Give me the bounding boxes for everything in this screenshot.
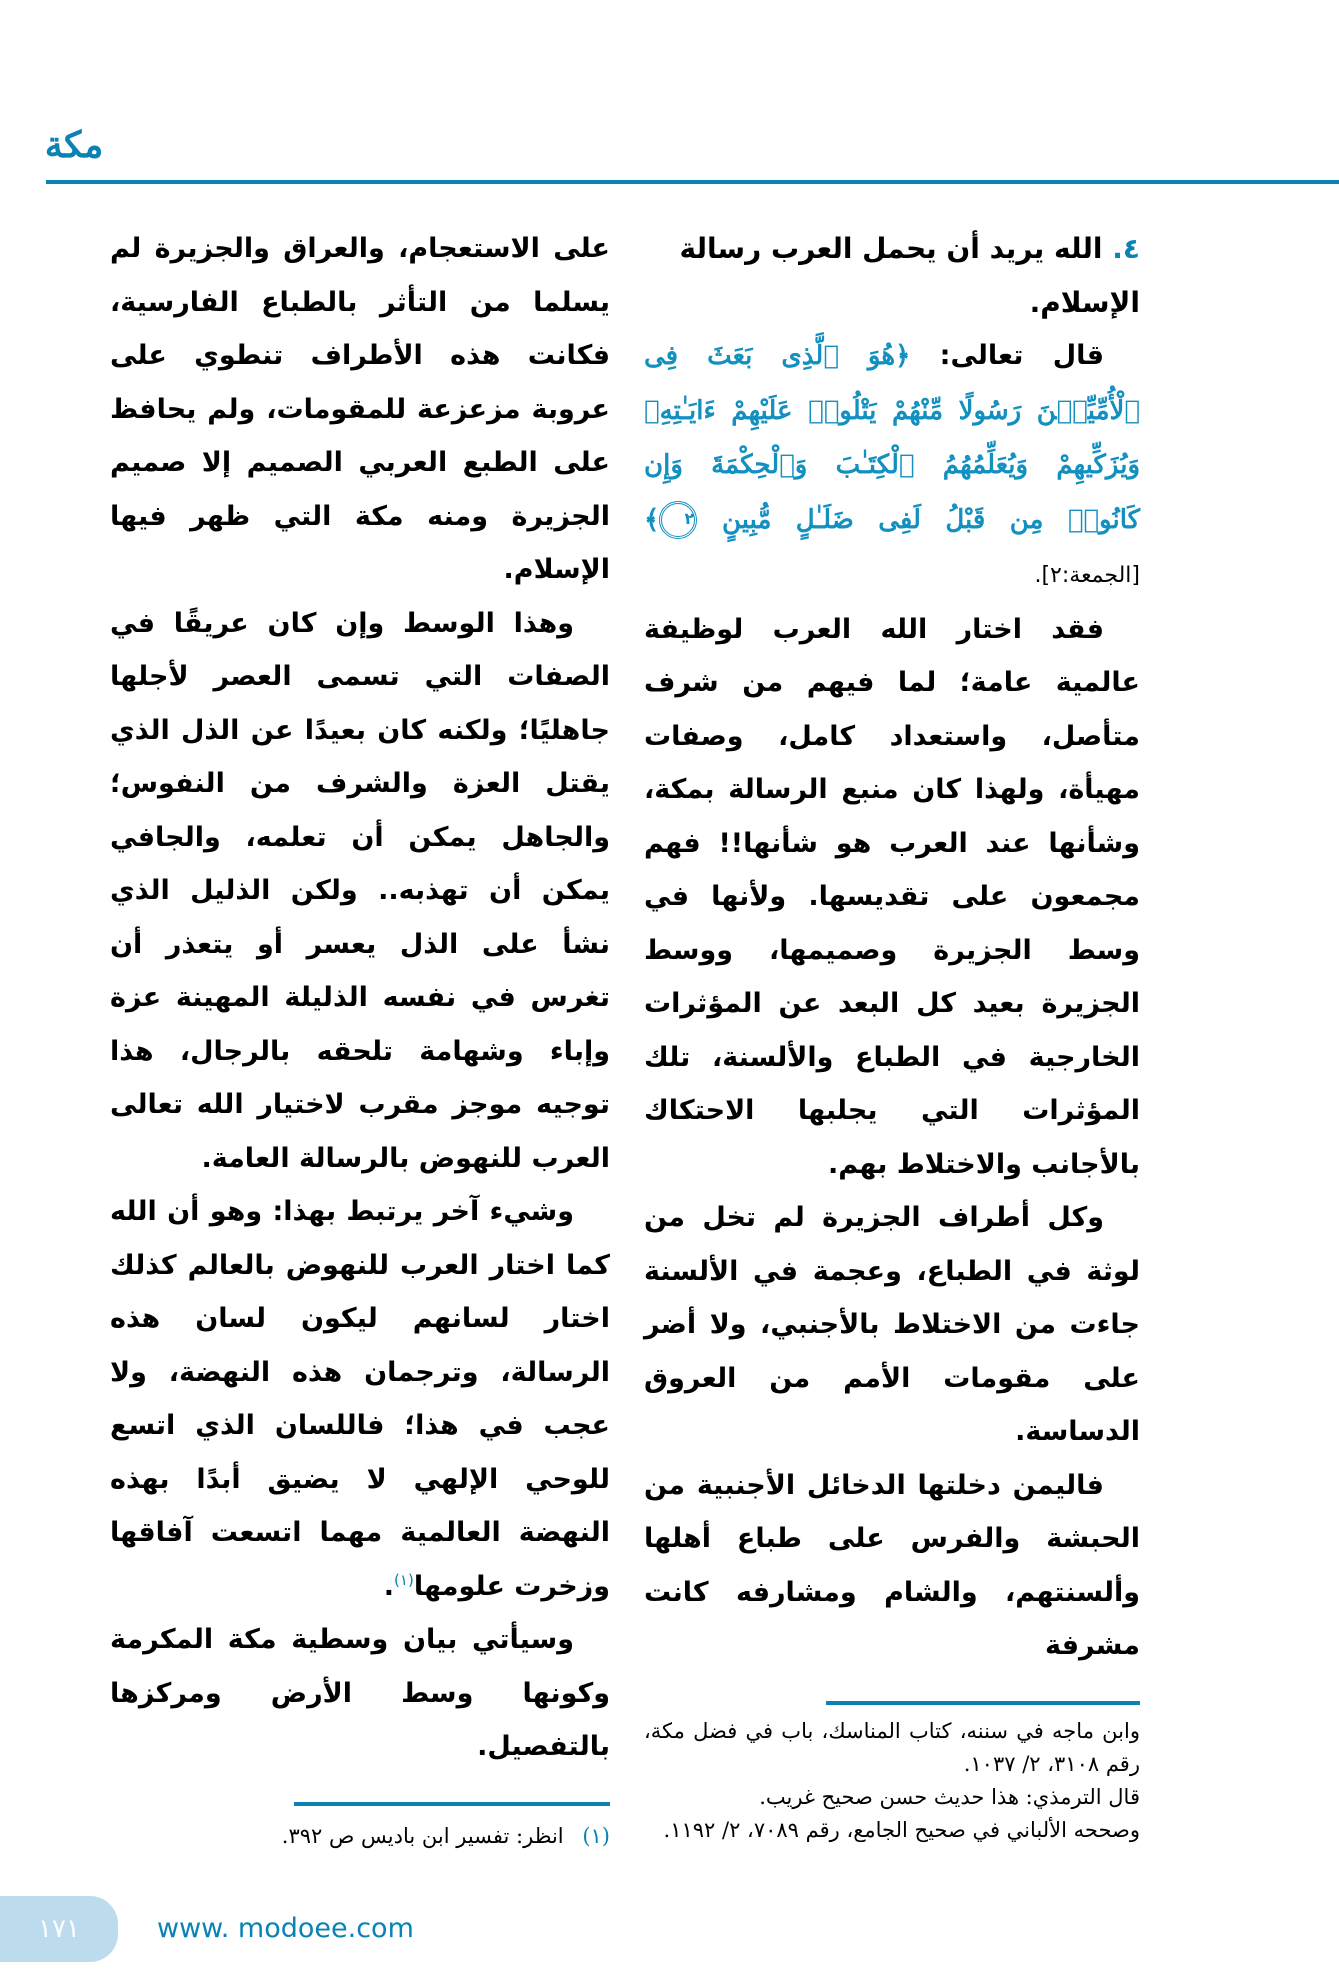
- ayah-number-icon: ٢: [659, 501, 697, 539]
- page-body: [0, 186, 1339, 1856]
- footnote-number: (١): [582, 1823, 610, 1848]
- footnote-divider: [826, 1701, 1140, 1705]
- paragraph: فاليمن دخلتها الدخائل الأجنبية من الحبشة والفرس على طباع أهلها وألسنتهم، والشام ومشارفه كانت مشرفة: [644, 1469, 1140, 1661]
- paragraph: وكل أطراف الجزيرة لم تخل من لوثة في الطباع، وعجمة في الألسنة جاءت من الاختلاط بالأجنبي، ولا أضر على مقومات الأمم من العروق الدساسة.: [644, 1202, 1140, 1447]
- paragraph: فقد اختار الله العرب لوظيفة عالمية عامة؛ لما فيهم من شرف متأصل، واستعداد كامل، وصفات مهيأة، ولهذا كان منبع الرسالة بمكة، وشأنها عند العرب هو شأنها!! فهم مجمعون على تقديسها. ولأنها في وسط الجزيرة وصميمها، ووسط الجزيرة بعيد كل البعد عن المؤثرات الخارجية في الطباع والألسنة، تلك المؤثرات التي يجلبها الاحتكاك بالأجانب والاختلاط بهم.: [644, 613, 1140, 1180]
- paragraph: وسيأتي بيان وسطية مكة المكرمة وكونها وسط الأرض ومركزها بالتفصيل.: [110, 1624, 610, 1762]
- footnote-text: انظر: تفسير ابن باديس ص ٣٩٢.: [281, 1823, 564, 1848]
- verse-reference: [الجمعة:٢].: [1034, 563, 1140, 588]
- header-divider: [46, 180, 1339, 184]
- footnote-divider: [294, 1802, 610, 1806]
- paragraph-end: .: [383, 1570, 395, 1602]
- heading-text: الله يريد أن يحمل العرب رسالة الإسلام.: [679, 232, 1140, 319]
- footnote-reference-link[interactable]: (١): [394, 1570, 414, 1589]
- quran-quote: [644, 329, 1140, 603]
- website-link[interactable]: www. modoee.com: [157, 1912, 414, 1944]
- page-number-badge: ١٧١: [0, 1896, 118, 1962]
- left-column: [110, 222, 610, 1856]
- book-logo: مكة: [44, 124, 104, 166]
- footnote-line: قال الترمذي: هذا حديث حسن صحيح غريب.: [759, 1784, 1140, 1809]
- paragraph: [110, 1185, 610, 1613]
- quran-verse: هُوَ ٱلَّذِى بَعَثَ فِى ٱلْأُمِّيِّـۧنَ رَسُولًا مِّنْهُمْ يَتْلُوا۟ عَلَيْهِمْ ءَايَـٰتِهِۦ وَيُزَكِّيهِمْ وَيُعَلِّمُهُمُ ٱلْكِتَـٰبَ وَٱلْحِكْمَةَ وَإِن كَانُوا۟ مِن قَبْلُ لَفِى ضَلَـٰلٍ مُّبِينٍ: [644, 341, 1140, 535]
- page-footer: [0, 1886, 1339, 1986]
- right-column: [644, 222, 1140, 1847]
- paragraph: وهذا الوسط وإن كان عريقًا في الصفات التي تسمى العصر لأجلها جاهليًا؛ ولكنه كان بعيدًا عن الذل الذي يقتل العزة والشرف من النفوس؛ والجاهل يمكن أن تعلمه، والجافي يمكن أن تهذبه.. ولكن الذليل الذي نشأ على الذل يعسر أو يتعذر أن تغرس في نفسه الذليلة المهينة عزة وإباء وشهامة تلحقه بالرجال، هذا توجيه موجز مقرب لاختيار الله تعالى العرب للنهوض بالرسالة العامة.: [110, 607, 610, 1174]
- page-header: [0, 0, 1339, 186]
- footnote: [110, 1816, 610, 1856]
- quran-close-bracket: ﴾: [644, 504, 660, 535]
- quran-open-bracket: ﴿: [895, 341, 911, 371]
- quote-intro: قال تعالى:: [939, 340, 1104, 371]
- footnote-line: وصححه الألباني في صحيح الجامع، رقم ٧٠٨٩، ٢/ ١١٩٢.: [663, 1817, 1140, 1842]
- footnotes-continued: [644, 1715, 1140, 1847]
- heading-number: ٤.: [1112, 232, 1140, 265]
- footnote-line: وابن ماجه في سننه، كتاب المناسك، باب في فضل مكة، رقم ٣١٠٨، ٢/ ١٠٣٧.: [644, 1718, 1140, 1776]
- paragraph: على الاستعجام، والعراق والجزيرة لم يسلما من التأثر بالطباع الفارسية، فكانت هذه الأطراف تنطوي على عروبة مزعزعة للمقومات، ولم يحافظ على الطبع العربي الصميم إلا صميم الجزيرة ومنه مكة التي ظهر فيها الإسلام.: [110, 233, 610, 585]
- paragraph-text: وشيء آخر يرتبط بهذا: وهو أن الله كما اختار العرب للنهوض بالعالم كذلك اختار لسانهم ليكون لسان هذه الرسالة، وترجمان هذه النهضة، ولا عجب في هذا؛ فاللسان الذي اتسع للوحي الإلهي لا يضيق أبدًا بهذه النهضة العالمية مهما اتسعت آفاقها وزخرت علومها: [110, 1196, 610, 1602]
- section-heading: [644, 222, 1140, 329]
